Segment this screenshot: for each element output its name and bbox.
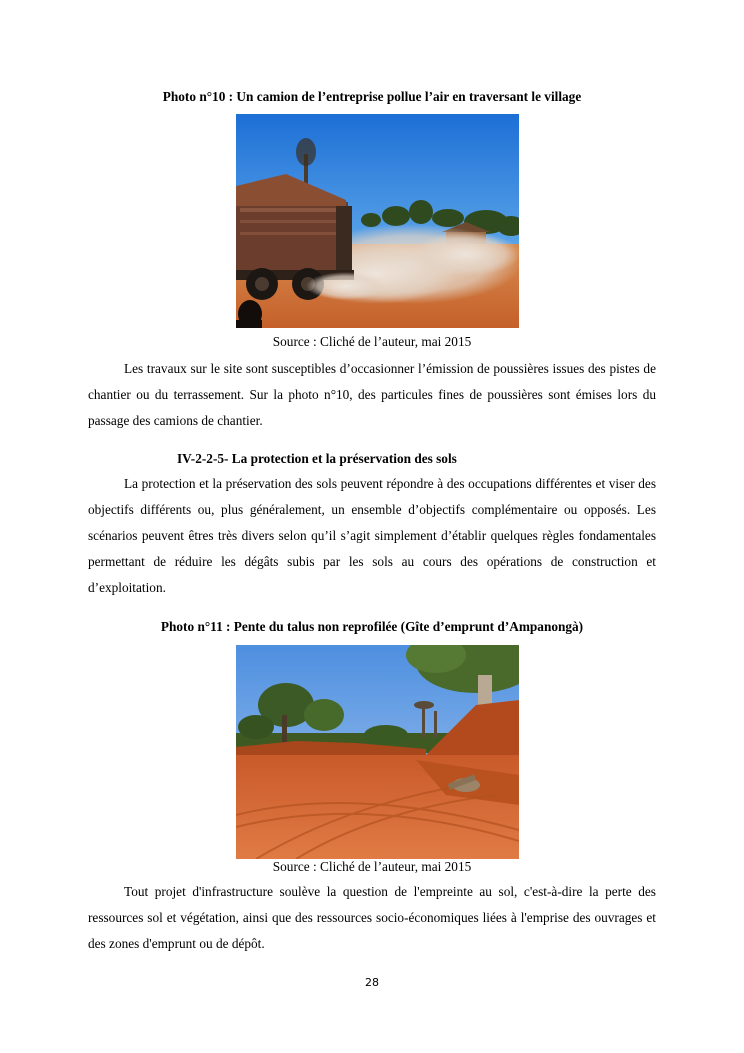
paragraph-text: Tout projet d'infrastructure soulève la question de l'empreinte au sol, c'est-à-dire la perte des ressources sol et végétation, ainsi que des ressources socio-économiques liées à l'emprise des ouvrages et des zones d'emprunt ou de dépôt. xyxy=(88,884,656,951)
photo11-caption: Photo n°11 : Pente du talus non reprofilée (Gîte d’emprunt d’Ampanongà) xyxy=(160,619,584,634)
page-number: 28 xyxy=(365,976,379,989)
paragraph-soil-protection xyxy=(88,471,656,601)
section-heading: IV-2-2-5- La protection et la préservation des sols xyxy=(177,451,457,466)
paragraph-infrastructure-footprint xyxy=(88,879,656,957)
photo11-image xyxy=(236,645,519,859)
photo11-source: Source : Cliché de l’auteur, mai 2015 xyxy=(272,859,472,874)
photo10-caption: Photo n°10 : Un camion de l’entreprise pollue l’air en traversant le village xyxy=(162,89,582,104)
paragraph-dust-emission xyxy=(88,356,656,434)
paragraph-text: La protection et la préservation des sols peuvent répondre à des occupations différentes et viser des objectifs différents ou, plus généralement, un ensemble d’objectifs complémentaire ou opposés. Les scénarios peuvent êtres très divers selon qu’il s’agit simplement d’établir quelques règles fondamentales permettant de réduire les dégâts subis par les sols au cours des opérations de construction et d’exploitation. xyxy=(88,476,656,595)
photo10-image xyxy=(236,114,519,328)
paragraph-text: Les travaux sur le site sont susceptibles d’occasionner l’émission de poussières issues des pistes de chantier ou du terrassement. Sur la photo n°10, des particules fines de poussières sont émises lors du passage des camions de chantier. xyxy=(88,361,656,428)
photo10-source: Source : Cliché de l’auteur, mai 2015 xyxy=(272,334,472,349)
